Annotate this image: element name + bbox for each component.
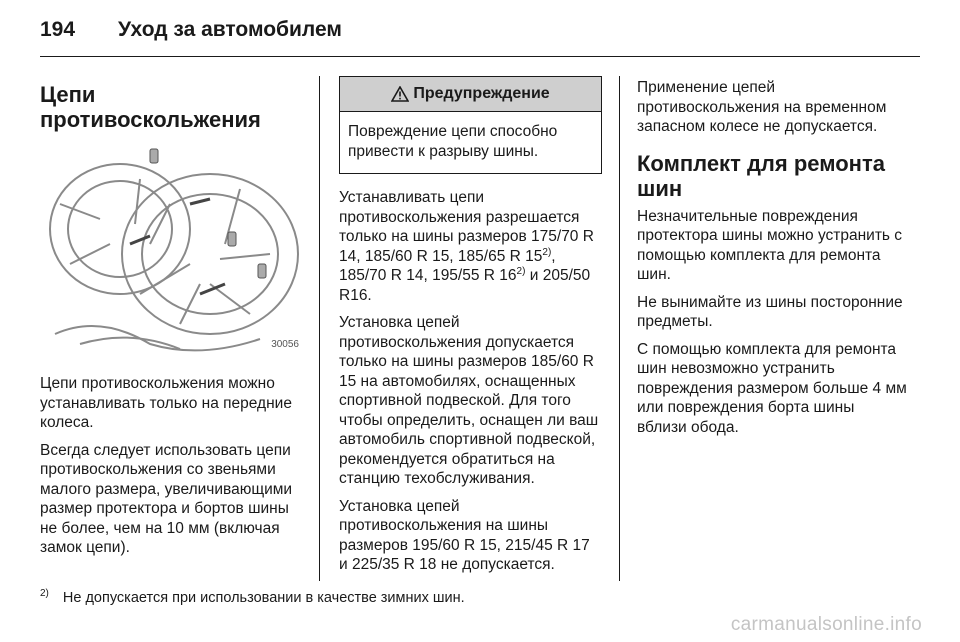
footnote-text: Не допускается при использовании в качестве зимних шин. — [62, 590, 465, 606]
paragraph: Установка цепей противоскольжения допускается только на шины размеров 185/60 R 15 на автомобилях, оснащенных спортивной подвеской. Для того чтобы определить, оснащен ли ваш автомобиль спортивной подвеской, рекомендуется обратиться на станцию техобслуживания. — [339, 314, 599, 487]
warning-box — [339, 76, 602, 174]
warning-text: Повреждение цепи способно привести к разрыву шины. — [348, 123, 558, 160]
footnote-ref: 2) — [516, 265, 526, 277]
paragraph: Цепи противоскольжения можно устанавливать только на передние колеса. — [40, 375, 292, 431]
header-rule — [40, 56, 920, 57]
warning-triangle-icon — [391, 86, 409, 102]
text-run: Устанавливать цепи противоскольжения разрешается только на шины размеров 175/70 R 14, 185/60 R 15, 185/65 R 15 — [339, 189, 594, 265]
page-number: 194 — [40, 18, 76, 41]
paragraph-tire-sizes — [339, 188, 602, 305]
column-2 — [339, 76, 602, 583]
section-heading-tire-repair-kit: Комплект для ремонта шин — [637, 150, 885, 201]
paragraph: Установка цепей противоскольжения на шины размеров 195/60 R 15, 215/45 R 17 и 225/35 R 18 не допускается. — [339, 497, 590, 573]
snow-chains-illustration — [40, 144, 303, 360]
paragraph: Применение цепей противоскольжения на временном запасном колесе не допускается. — [637, 79, 887, 135]
warning-header — [340, 77, 601, 112]
paragraph: С помощью комплекта для ремонта шин невозможно устранить повреждения размером больше 4 мм или повреждения борта шины вблизи обода. — [637, 340, 907, 436]
footnote — [40, 590, 465, 606]
section-heading-snow-chains: Цепи противоскольжения — [40, 82, 261, 132]
page-header — [40, 18, 342, 42]
column-divider-2 — [619, 76, 620, 581]
paragraph: Всегда следует использовать цепи противоскольжения со звеньями малого размера, увеличивающими размер протектора и бортов шины не более, чем на 10 мм (включая замок цепи). — [40, 441, 293, 556]
column-3 — [637, 78, 907, 445]
warning-title: Предупреждение — [413, 85, 550, 103]
column-1 — [40, 82, 306, 566]
page-header-title: Уход за автомобилем — [118, 18, 342, 41]
watermark: carmanualsonline.info — [730, 614, 922, 635]
figure-number: 30056 — [271, 338, 299, 350]
footnote-ref: 2) — [542, 246, 552, 258]
text-run: , 185/70 R 14, 195/55 R 16 — [339, 247, 556, 284]
snow-chains-drawing — [40, 144, 303, 360]
text-run: и 205/50 R16. — [339, 267, 591, 304]
paragraph: Незначительные повреждения протектора шины можно устранить с помощью комплекта для ремонта шин. — [637, 207, 903, 283]
footnote-marker: 2) — [40, 588, 49, 600]
column-divider-1 — [319, 76, 320, 581]
paragraph: Не вынимайте из шины посторонние предметы. — [637, 293, 903, 330]
